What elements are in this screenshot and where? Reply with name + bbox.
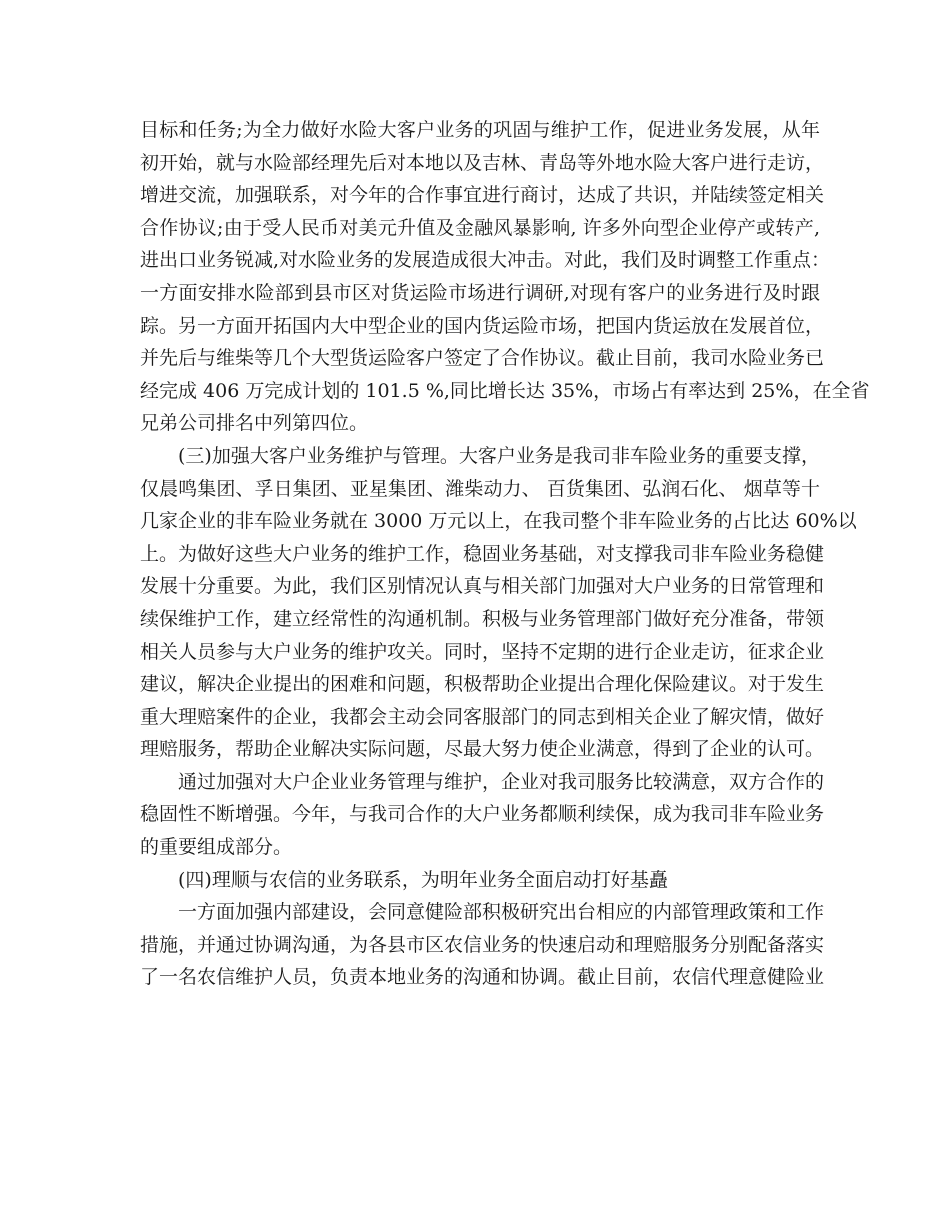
document-body (140, 114, 870, 994)
text-line: 目标和任务;为全力做好水险大客户业务的巩固与维护工作，促进业务发展，从年 (140, 119, 820, 141)
text-line: 兄弟公司排名中列第四位。 (140, 412, 369, 435)
text-line: 续保维护工作，建立经常性的沟通机制。积极与业务管理部门做好充分准备，带领 (140, 607, 825, 630)
text-line: 初开始，就与水险部经理先后对本地以及吉林、青岛等外地水险大客户进行走访， (140, 151, 825, 174)
text-line: 一方面加强内部建设，会同意健险部积极研究出台相应的内部管理政策和工作 (178, 901, 825, 924)
text-line: 稳固性不断增强。今年，与我司合作的大户业务都顺利续保，成为我司非车险业务 (140, 803, 825, 826)
text-line: 踪。另一方面开拓国内大中型企业的国内货运险市场，把国内货运放在发展首位， (140, 314, 825, 337)
text-line: 并先后与维柴等几个大型货运险客户签定了合作协议。截止目前，我司水险业务已 (140, 347, 825, 370)
text-line: 通过加强对大户企业业务管理与维护，企业对我司服务比较满意，双方合作的 (178, 770, 825, 793)
text-line: 重大理赔案件的企业，我都会主动会同客服部门的同志到相关企业了解灾情，做好 (140, 705, 825, 728)
text-line: 相关人员参与大户业务的维护攻关。同时，坚持不定期的进行企业走访，征求企业 (140, 640, 825, 663)
text-line: 了一名农信维护人员，负责本地业务的沟通和协调。截止目前，农信代理意健险业 (140, 966, 825, 989)
text-line: (三)加强大客户业务维护与管理。大客户业务是我司非车险业务的重要支撑， (178, 444, 820, 467)
text-line: 建议，解决企业提出的困难和问题，积极帮助企业提出合理化保险建议。对于发生 (140, 673, 825, 696)
text-line: (四)理顺与农信的业务联系，为明年业务全面启动打好基矗 (178, 868, 668, 891)
text-line: 一方面安排水险部到县市区对货运险市场进行调研,对现有客户的业务进行及时跟 (140, 281, 820, 304)
text-line: 进出口业务锐减,对水险业务的发展造成很大冲击。对此，我们及时调整工作重点： (140, 249, 831, 272)
text-line: 合作协议;由于受人民币对美元升值及金融风暴影响, 许多外向型企业停产或转产, (140, 216, 820, 239)
text-line: 的重要组成部分。 (140, 836, 293, 859)
text-line: 上。为做好这些大户业务的维护工作，稳固业务基础，对支撑我司非车险业务稳健 (140, 542, 825, 565)
text-line: 发展十分重要。为此，我们区别情况认真与相关部门加强对大户业务的日常管理和 (140, 575, 825, 598)
text-line: 仅晨鸣集团、孚日集团、亚星集团、潍柴动力、 百货集团、弘润石化、 烟草等十 (140, 477, 820, 500)
text-line: 措施，并通过协调沟通，为各县市区农信业务的快速启动和理赔服务分别配备落实 (140, 933, 825, 956)
text-line: 增进交流，加强联系，对今年的合作事宜进行商讨，达成了共识，并陆续签定相关 (140, 184, 825, 207)
text-line: 几家企业的非车险业务就在 3000 万元以上，在我司整个非车险业务的占比达 60%以 (140, 510, 857, 533)
text-line: 经完成 406 万完成计划的 101.5 %,同比增长达 35%，市场占有率达到 25%，在全省 (140, 379, 870, 402)
text-line: 理赔服务，帮助企业解决实际问题，尽最大努力使企业满意，得到了企业的认可。 (140, 738, 825, 761)
